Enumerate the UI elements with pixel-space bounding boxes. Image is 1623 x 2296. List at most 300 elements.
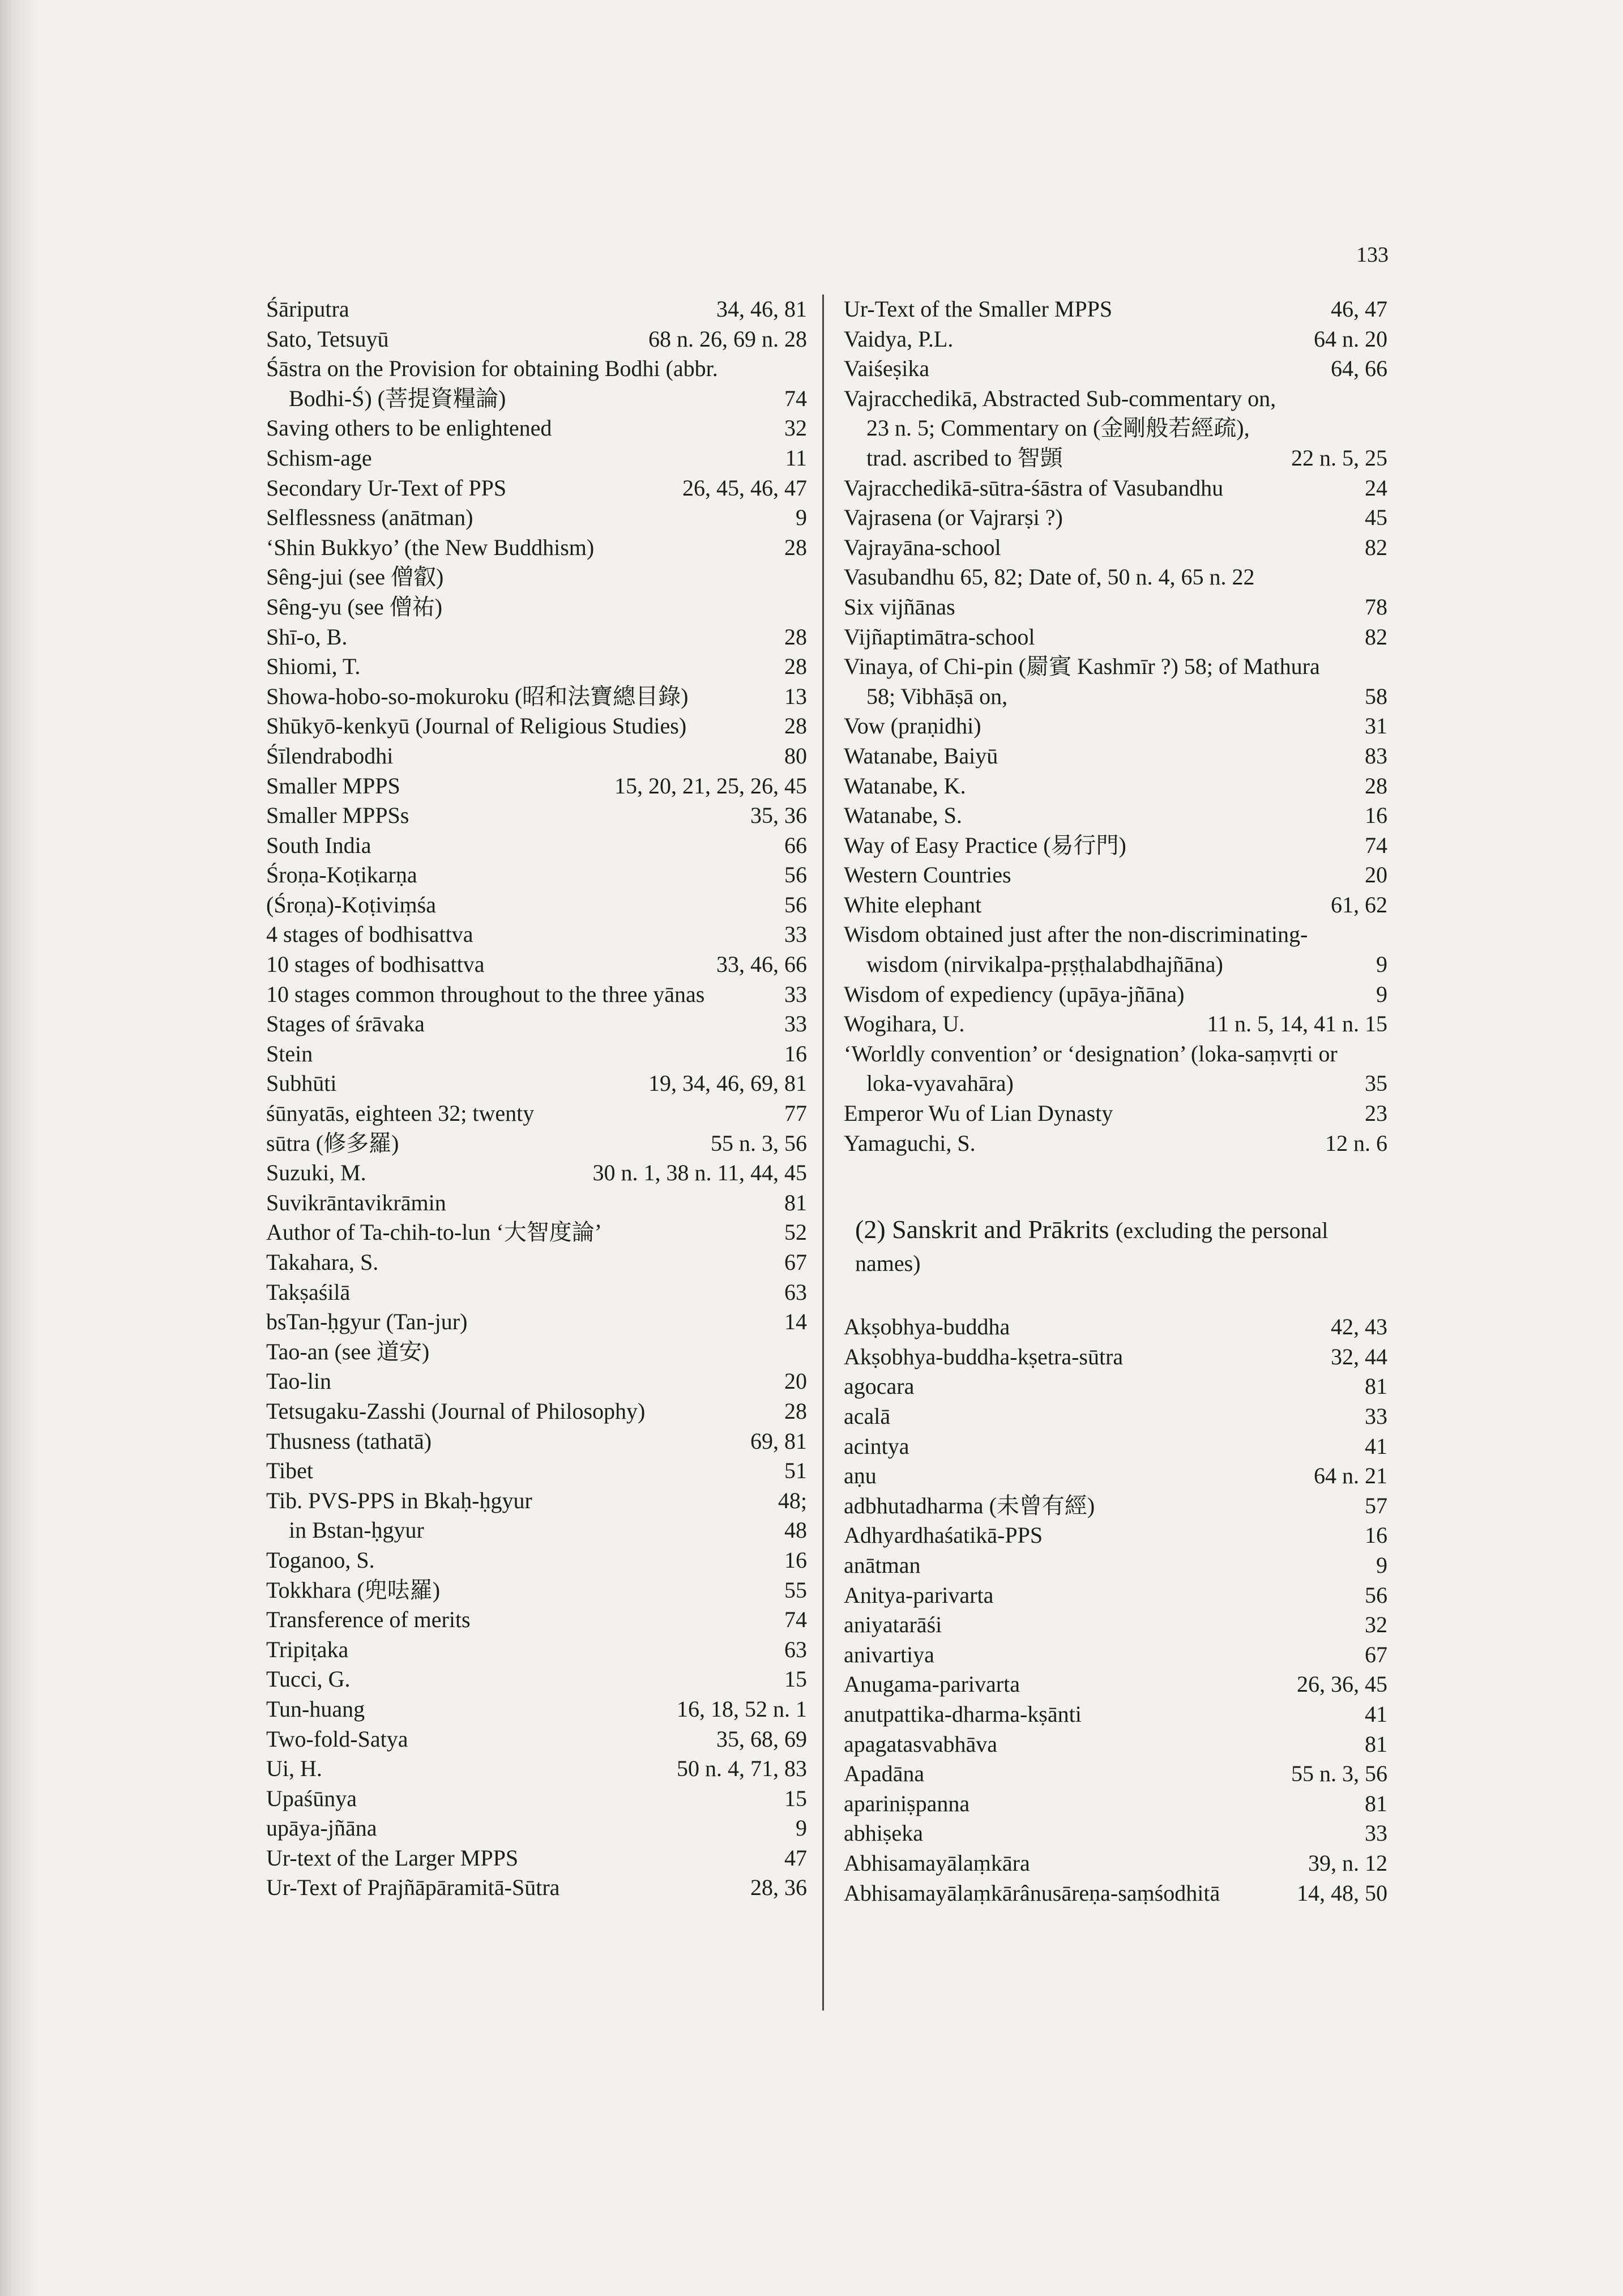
index-term: Vijñaptimātra-school bbox=[844, 624, 1035, 650]
index-term: Śīlendrabodhi bbox=[266, 742, 394, 769]
index-entry bbox=[266, 801, 807, 831]
index-pages: 81 bbox=[1365, 1790, 1387, 1816]
index-pages: 9 bbox=[1376, 1552, 1387, 1578]
index-term: Toganoo, S. bbox=[266, 1547, 375, 1573]
index-term: acintya bbox=[844, 1433, 909, 1459]
index-pages: 30 n. 1, 38 n. 11, 44, 45 bbox=[592, 1160, 807, 1186]
index-pages: 24 bbox=[1365, 475, 1387, 501]
index-pages: 51 bbox=[784, 1458, 807, 1484]
index-entry bbox=[266, 890, 807, 920]
index-pages: 28, 36 bbox=[750, 1875, 807, 1901]
index-pages: 9 bbox=[796, 1815, 807, 1841]
index-entry bbox=[844, 890, 1387, 920]
index-term: Western Countries bbox=[844, 862, 1011, 888]
index-term: Vinaya, of Chi-pin (罽賓 Kashmīr ?) 58; of Mathura 58; Vibhāṣā on, bbox=[844, 654, 1320, 709]
index-entry bbox=[844, 1342, 1387, 1372]
index-pages: 33 bbox=[784, 981, 807, 1007]
index-term: aṇu bbox=[844, 1463, 877, 1489]
index-entry bbox=[266, 1039, 807, 1069]
index-entry bbox=[266, 1695, 807, 1725]
index-term: Apadāna bbox=[844, 1761, 925, 1787]
index-term: Akṣobhya-buddha bbox=[844, 1314, 1010, 1340]
section-number: (2) bbox=[855, 1215, 886, 1244]
index-pages: 28 bbox=[784, 534, 807, 560]
index-term: Suzuki, M. bbox=[266, 1160, 366, 1186]
index-entry bbox=[844, 1372, 1387, 1402]
index-entry bbox=[266, 860, 807, 890]
index-term: aniyatarāśi bbox=[844, 1612, 942, 1638]
index-entry bbox=[266, 1218, 807, 1248]
index-entry bbox=[844, 1461, 1387, 1491]
index-term: Upaśūnya bbox=[266, 1785, 357, 1811]
index-term: Six vijñānas bbox=[844, 594, 955, 620]
index-pages: 55 bbox=[784, 1577, 807, 1603]
index-term: Ur-text of the Larger MPPS bbox=[266, 1845, 519, 1871]
index-pages: 11 bbox=[785, 445, 807, 471]
index-entry bbox=[266, 1069, 807, 1099]
index-entry bbox=[844, 711, 1387, 741]
index-entry bbox=[844, 1670, 1387, 1700]
index-entry bbox=[844, 533, 1387, 563]
index-pages: 20 bbox=[1365, 862, 1387, 888]
index-pages: 16 bbox=[1365, 803, 1387, 829]
index-term: ‘Worldly convention’ or ‘designation’ (loka-saṃvṛti or loka-vyavahāra) bbox=[844, 1040, 1338, 1096]
index-pages: 41 bbox=[1365, 1433, 1387, 1459]
index-entry bbox=[844, 1759, 1387, 1789]
index-pages: 16, 18, 52 n. 1 bbox=[677, 1696, 807, 1722]
index-pages: 78 bbox=[1365, 594, 1387, 620]
index-entry bbox=[266, 1813, 807, 1843]
index-term: śūnyatās, eighteen 32; twenty bbox=[266, 1100, 535, 1126]
index-pages: 67 bbox=[784, 1249, 807, 1275]
index-entry bbox=[844, 1129, 1387, 1159]
index-term: Saving others to be enlightened bbox=[266, 415, 552, 441]
index-entry bbox=[266, 652, 807, 682]
index-pages: 67 bbox=[1365, 1641, 1387, 1667]
index-term: Śroṇa-Koṭikarṇa bbox=[266, 862, 417, 888]
index-term: Stein bbox=[266, 1040, 313, 1066]
index-pages: 55 n. 3, 56 bbox=[711, 1130, 807, 1156]
index-term: Ui, H. bbox=[266, 1756, 322, 1782]
index-term: anivartiya bbox=[844, 1641, 934, 1667]
index-column-right bbox=[844, 295, 1387, 2016]
index-entry bbox=[844, 771, 1387, 801]
index-pages: 15 bbox=[784, 1785, 807, 1811]
index-list-sanskrit bbox=[844, 1312, 1387, 1908]
index-term: Tao-an (see 道安) bbox=[266, 1338, 430, 1364]
index-entry bbox=[266, 1188, 807, 1218]
index-term: Yamaguchi, S. bbox=[844, 1130, 976, 1156]
index-pages: 28 bbox=[784, 713, 807, 739]
index-term: Way of Easy Practice (易行門) bbox=[844, 832, 1126, 858]
index-entry bbox=[844, 860, 1387, 890]
index-term: anātman bbox=[844, 1552, 921, 1578]
index-pages: 52 bbox=[784, 1219, 807, 1245]
index-term: Abhisamayālaṃkāra bbox=[844, 1850, 1030, 1876]
index-term: Two-fold-Satya bbox=[266, 1726, 408, 1752]
index-pages: 15 bbox=[784, 1666, 807, 1692]
index-pages: 48; bbox=[778, 1487, 807, 1513]
page-edge-shadow bbox=[0, 0, 40, 2296]
index-entry bbox=[844, 1039, 1387, 1099]
section-title: Sanskrit and Prākrits bbox=[892, 1215, 1109, 1244]
index-entry bbox=[844, 1402, 1387, 1432]
index-entry bbox=[266, 1635, 807, 1665]
index-entry bbox=[844, 1730, 1387, 1760]
index-entry bbox=[266, 354, 807, 413]
index-list-general bbox=[844, 295, 1387, 1158]
index-entry bbox=[266, 1665, 807, 1695]
index-entry bbox=[266, 295, 807, 325]
index-term: Vajrayāna-school bbox=[844, 534, 1001, 560]
index-pages: 64 n. 20 bbox=[1314, 326, 1387, 352]
index-term: Vasubandhu 65, 82; Date of, 50 n. 4, 65 n. 22 bbox=[844, 564, 1255, 590]
index-pages: 9 bbox=[796, 505, 807, 531]
index-term: Sato, Tetsuyū bbox=[266, 326, 389, 352]
index-pages: 47 bbox=[784, 1845, 807, 1871]
index-pages: 14 bbox=[784, 1309, 807, 1335]
index-term: Takṣaśilā bbox=[266, 1279, 351, 1305]
index-term: Śāstra on the Provision for obtaining Bodhi (abbr. Bodhi-Ś) (菩提資糧論) bbox=[266, 356, 718, 411]
section-gap bbox=[844, 1279, 1387, 1312]
index-entry bbox=[266, 1784, 807, 1814]
index-pages: 82 bbox=[1365, 534, 1387, 560]
index-entry bbox=[266, 1456, 807, 1486]
index-pages: 26, 45, 46, 47 bbox=[682, 475, 807, 501]
index-pages: 35, 36 bbox=[750, 803, 807, 829]
index-entry bbox=[266, 503, 807, 533]
index-pages: 32, 44 bbox=[1331, 1343, 1387, 1369]
index-entry bbox=[266, 473, 807, 503]
index-entry bbox=[844, 592, 1387, 622]
index-term: Watanabe, Baiyū bbox=[844, 742, 998, 769]
index-pages: 35, 68, 69 bbox=[716, 1726, 807, 1752]
page-number: 133 bbox=[1356, 243, 1389, 267]
index-entry bbox=[266, 1158, 807, 1188]
index-entry bbox=[266, 771, 807, 801]
index-pages: 33 bbox=[1365, 1403, 1387, 1429]
index-entry bbox=[266, 1009, 807, 1039]
index-entry bbox=[844, 1700, 1387, 1730]
index-entry bbox=[266, 682, 807, 712]
index-pages: 32 bbox=[1365, 1612, 1387, 1638]
index-entry bbox=[266, 413, 807, 443]
index-term: Suvikrāntavikrāmin bbox=[266, 1189, 446, 1215]
index-pages: 16 bbox=[1365, 1522, 1387, 1548]
index-pages: 66 bbox=[784, 832, 807, 858]
index-pages: 81 bbox=[784, 1189, 807, 1215]
index-entry bbox=[844, 503, 1387, 533]
index-term: abhiṣeka bbox=[844, 1820, 923, 1846]
index-pages: 32 bbox=[784, 415, 807, 441]
index-entry bbox=[844, 1491, 1387, 1521]
index-term: Takahara, S. bbox=[266, 1249, 379, 1275]
index-pages: 13 bbox=[784, 683, 807, 709]
index-term: 10 stages of bodhisattva bbox=[266, 951, 485, 978]
index-entry bbox=[844, 295, 1387, 325]
index-pages: 74 bbox=[784, 1607, 807, 1633]
index-entry bbox=[844, 1521, 1387, 1551]
section-note: (excluding the personal names) bbox=[855, 1218, 1329, 1277]
index-pages: 83 bbox=[1365, 742, 1387, 769]
index-term: Shī-o, B. bbox=[266, 624, 348, 650]
index-term: Sêng-jui (see 僧叡) bbox=[266, 564, 444, 590]
index-entry bbox=[266, 1725, 807, 1755]
index-entry bbox=[844, 384, 1387, 473]
index-entry bbox=[266, 741, 807, 771]
index-entry bbox=[266, 950, 807, 980]
index-pages: 74 bbox=[1365, 832, 1387, 858]
index-term: Vajrasena (or Vajrarṣi ?) bbox=[844, 505, 1063, 531]
index-pages: 9 bbox=[1376, 981, 1387, 1007]
index-pages: 69, 81 bbox=[750, 1428, 807, 1454]
index-entry bbox=[266, 1367, 807, 1397]
index-term: Vow (praṇidhi) bbox=[844, 713, 981, 739]
index-pages: 68 n. 26, 69 n. 28 bbox=[648, 326, 807, 352]
index-entry bbox=[844, 1849, 1387, 1879]
index-entry bbox=[266, 920, 807, 950]
index-pages: 80 bbox=[784, 742, 807, 769]
index-term: ‘Shin Bukkyo’ (the New Buddhism) bbox=[266, 534, 595, 560]
index-entry bbox=[266, 622, 807, 652]
index-pages: 15, 20, 21, 25, 26, 45 bbox=[614, 773, 807, 799]
index-entry bbox=[266, 831, 807, 861]
index-entry bbox=[266, 1486, 807, 1516]
index-entry bbox=[266, 1099, 807, 1129]
index-entry bbox=[266, 1129, 807, 1159]
index-term: (Śroṇa)-Koṭiviṃśa bbox=[266, 891, 436, 917]
index-pages: 56 bbox=[784, 891, 807, 917]
index-pages: 14, 48, 50 bbox=[1297, 1880, 1387, 1906]
index-pages: 74 bbox=[784, 385, 807, 411]
index-term: in Bstan-ḥgyur bbox=[289, 1517, 424, 1543]
index-term: Vaiśeṣika bbox=[844, 356, 930, 382]
index-entry bbox=[844, 920, 1387, 979]
index-term: Anugama-parivarta bbox=[844, 1671, 1020, 1697]
index-term: Tao-lin bbox=[266, 1368, 331, 1394]
index-entry bbox=[844, 562, 1387, 592]
index-pages: 20 bbox=[784, 1368, 807, 1394]
index-term: Subhūti bbox=[266, 1070, 337, 1096]
index-pages: 46, 47 bbox=[1331, 296, 1387, 322]
index-entry bbox=[266, 1248, 807, 1278]
index-pages: 28 bbox=[784, 1398, 807, 1424]
index-term: Tibet bbox=[266, 1458, 314, 1484]
index-term: Author of Ta-chih-to-lun ‘大智度論’ bbox=[266, 1219, 603, 1245]
index-pages: 42, 43 bbox=[1331, 1314, 1387, 1340]
index-entry bbox=[844, 831, 1387, 861]
index-term: Transference of merits bbox=[266, 1607, 471, 1633]
index-entry bbox=[844, 1819, 1387, 1849]
index-term: Wisdom of expediency (upāya-jñāna) bbox=[844, 981, 1185, 1007]
index-pages: 41 bbox=[1365, 1701, 1387, 1727]
index-entry bbox=[844, 1009, 1387, 1039]
index-pages: 22 n. 5, 25 bbox=[1291, 445, 1387, 471]
index-term: Akṣobhya-buddha-kṣetra-sūtra bbox=[844, 1343, 1124, 1369]
index-pages: 34, 46, 81 bbox=[716, 296, 807, 322]
index-term: Shūkyō-kenkyū (Journal of Religious Studies) bbox=[266, 713, 687, 739]
index-pages: 64 n. 21 bbox=[1314, 1463, 1387, 1489]
index-entry bbox=[266, 1278, 807, 1308]
index-pages: 63 bbox=[784, 1636, 807, 1662]
index-entry bbox=[844, 1879, 1387, 1909]
index-term: Tetsugaku-Zasshi (Journal of Philosophy) bbox=[266, 1398, 646, 1424]
index-entry bbox=[266, 592, 807, 622]
index-pages: 50 n. 4, 71, 83 bbox=[677, 1756, 807, 1782]
index-term: Tucci, G. bbox=[266, 1666, 351, 1692]
index-term: Watanabe, S. bbox=[844, 803, 962, 829]
index-pages: 19, 34, 46, 69, 81 bbox=[648, 1070, 807, 1096]
index-term: Shiomi, T. bbox=[266, 654, 361, 680]
index-entry bbox=[266, 562, 807, 592]
index-term: Ur-Text of Prajñāpāramitā-Sūtra bbox=[266, 1875, 560, 1901]
index-pages: 56 bbox=[1365, 1582, 1387, 1608]
index-pages: 55 n. 3, 56 bbox=[1291, 1761, 1387, 1787]
index-pages: 16 bbox=[784, 1040, 807, 1066]
index-pages: 61, 62 bbox=[1331, 891, 1387, 917]
index-term: Selflessness (anātman) bbox=[266, 505, 473, 531]
index-term: Ur-Text of the Smaller MPPS bbox=[844, 296, 1113, 322]
index-term: 4 stages of bodhisattva bbox=[266, 921, 473, 948]
index-pages: 81 bbox=[1365, 1373, 1387, 1399]
section-gap bbox=[844, 1158, 1387, 1191]
index-entry bbox=[266, 1754, 807, 1784]
index-term: Secondary Ur-Text of PPS bbox=[266, 475, 507, 501]
index-term: Smaller MPPSs bbox=[266, 803, 409, 829]
index-term: White elephant bbox=[844, 891, 982, 917]
index-pages: 28 bbox=[1365, 773, 1387, 799]
index-term: Vajracchedikā, Abstracted Sub-commentary on, 23 n. 5; Commentary on (金剛般若經疏), trad. ascribed to 智顗 bbox=[844, 385, 1276, 471]
index-entry bbox=[844, 980, 1387, 1010]
index-term: Emperor Wu of Lian Dynasty bbox=[844, 1100, 1113, 1126]
index-term: Tib. PVS-PPS in Bkaḥ-ḥgyur bbox=[266, 1487, 532, 1513]
index-term: anutpattika-dharma-kṣānti bbox=[844, 1701, 1082, 1727]
index-entry bbox=[266, 1843, 807, 1873]
index-term: bsTan-ḥgyur (Tan-jur) bbox=[266, 1309, 468, 1335]
index-term: Showa-hobo-so-mokuroku (昭和法寶總目錄) bbox=[266, 683, 689, 709]
index-entry bbox=[266, 980, 807, 1010]
index-pages: 33 bbox=[1365, 1820, 1387, 1846]
index-pages: 12 n. 6 bbox=[1325, 1130, 1387, 1156]
index-term: Vaidya, P.L. bbox=[844, 326, 954, 352]
index-pages: 11 n. 5, 14, 41 n. 15 bbox=[1207, 1011, 1387, 1037]
index-entry bbox=[266, 1605, 807, 1635]
index-entry bbox=[266, 443, 807, 473]
index-entry bbox=[844, 1432, 1387, 1462]
index-entry bbox=[266, 711, 807, 741]
index-entry bbox=[844, 1640, 1387, 1670]
index-pages: 33 bbox=[784, 921, 807, 948]
index-pages: 28 bbox=[784, 624, 807, 650]
index-pages: 16 bbox=[784, 1547, 807, 1573]
section-heading bbox=[844, 1191, 1387, 1279]
index-pages: 39, n. 12 bbox=[1308, 1850, 1387, 1876]
index-term: Śāriputra bbox=[266, 296, 349, 322]
index-entry bbox=[844, 1312, 1387, 1342]
index-entry bbox=[844, 741, 1387, 771]
index-pages: 28 bbox=[784, 654, 807, 680]
index-entry bbox=[266, 325, 807, 355]
index-term: apagatasvabhāva bbox=[844, 1731, 997, 1757]
index-entry bbox=[844, 1581, 1387, 1611]
index-term: South India bbox=[266, 832, 371, 858]
index-entry bbox=[844, 1551, 1387, 1581]
index-column-left bbox=[266, 295, 807, 2016]
index-entry bbox=[844, 622, 1387, 652]
index-term: apariniṣpanna bbox=[844, 1790, 970, 1816]
index-term: Watanabe, K. bbox=[844, 773, 966, 799]
index-pages: 57 bbox=[1365, 1492, 1387, 1518]
index-term: Schism-age bbox=[266, 445, 372, 471]
index-term: Abhisamayālaṃkārânusāreṇa-saṃśodhitā bbox=[844, 1880, 1220, 1906]
index-entry bbox=[266, 1546, 807, 1576]
index-pages: 23 bbox=[1365, 1100, 1387, 1126]
index-term: sūtra (修多羅) bbox=[266, 1130, 399, 1156]
index-term: Wogihara, U. bbox=[844, 1011, 965, 1037]
index-pages: 58 bbox=[1365, 683, 1387, 709]
index-pages: 56 bbox=[784, 862, 807, 888]
index-pages: 81 bbox=[1365, 1731, 1387, 1757]
index-entry bbox=[266, 1427, 807, 1457]
index-pages: 64, 66 bbox=[1331, 356, 1387, 382]
index-pages: 31 bbox=[1365, 713, 1387, 739]
index-entry bbox=[844, 325, 1387, 355]
index-term: acalā bbox=[844, 1403, 891, 1429]
index-pages: 26, 36, 45 bbox=[1297, 1671, 1387, 1697]
index-term: Anitya-parivarta bbox=[844, 1582, 994, 1608]
index-entry bbox=[844, 1099, 1387, 1129]
index-term: Sêng-yu (see 僧祐) bbox=[266, 594, 443, 620]
index-entry bbox=[844, 473, 1387, 503]
index-pages: 35 bbox=[1365, 1070, 1387, 1096]
index-entry bbox=[266, 533, 807, 563]
index-term: Smaller MPPS bbox=[266, 773, 400, 799]
index-entry bbox=[266, 1307, 807, 1337]
index-term: Tokkhara (兜呿羅) bbox=[266, 1577, 441, 1603]
index-term: Wisdom obtained just after the non-discriminating-wisdom (nirvikalpa-pṛṣṭhalabdhajñāna) bbox=[844, 921, 1308, 978]
index-pages: 45 bbox=[1365, 505, 1387, 531]
index-pages: 33, 46, 66 bbox=[716, 951, 807, 978]
index-pages: 48 bbox=[784, 1517, 807, 1543]
index-term: adbhutadharma (未曾有經) bbox=[844, 1492, 1095, 1518]
index-term: Adhyardhaśatikā-PPS bbox=[844, 1522, 1043, 1548]
index-term: agocara bbox=[844, 1373, 915, 1399]
index-entry bbox=[844, 801, 1387, 831]
index-entry bbox=[266, 1873, 807, 1903]
index-pages: 77 bbox=[784, 1100, 807, 1126]
index-term: upāya-jñāna bbox=[266, 1815, 377, 1841]
index-pages: 63 bbox=[784, 1279, 807, 1305]
index-pages: 9 bbox=[1376, 951, 1387, 978]
index-term: 10 stages common throughout to the three yānas bbox=[266, 981, 705, 1007]
index-pages: 33 bbox=[784, 1011, 807, 1037]
column-divider bbox=[822, 295, 824, 2011]
index-entry bbox=[266, 1576, 807, 1606]
index-entry bbox=[266, 1516, 807, 1546]
index-entry bbox=[844, 652, 1387, 711]
index-term: Tripiṭaka bbox=[266, 1636, 349, 1662]
index-entry bbox=[844, 1610, 1387, 1640]
index-term: Stages of śrāvaka bbox=[266, 1011, 425, 1037]
index-term: Tun-huang bbox=[266, 1696, 365, 1722]
index-entry bbox=[844, 1789, 1387, 1819]
index-term: Thusness (tathatā) bbox=[266, 1428, 432, 1454]
index-entry bbox=[844, 354, 1387, 384]
index-term: Vajracchedikā-sūtra-śāstra of Vasubandhu bbox=[844, 475, 1224, 501]
index-entry bbox=[266, 1397, 807, 1427]
index-entry bbox=[266, 1337, 807, 1367]
index-pages: 82 bbox=[1365, 624, 1387, 650]
